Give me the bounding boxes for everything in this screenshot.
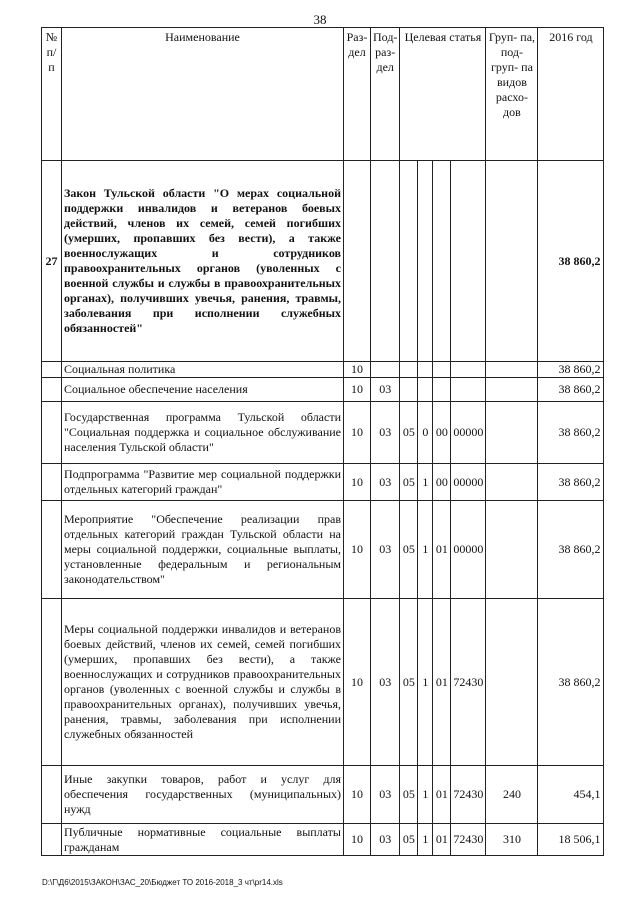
row-name: Меры социальной поддержки инвалидов и ветеранов боевых действий, членов их семей, семей погибших (умерших, пропавших без вести), а также военнослужащих и сотрудников правоохранительных органов (уволенных с военной службы и службы в правоохранительных органах), получивших увечья, ранения, травмы, заболевания при исполнении служебных обязанностей: [62, 599, 344, 766]
row-name: Подпрограмма "Развитие мер социальной поддержки отдельных категорий граждан": [62, 464, 344, 501]
row-target-measure: 00: [433, 402, 451, 464]
row-target-subprogram: 1: [418, 599, 433, 766]
row-expense-group: [486, 402, 538, 464]
row-target-measure: [433, 161, 451, 362]
row-target-direction: 72430: [451, 766, 486, 824]
header-row: [42, 28, 604, 161]
row-target-measure: 01: [433, 766, 451, 824]
row-subsection: [371, 362, 400, 378]
row-amount: 38 860,2: [538, 161, 604, 362]
row-name: Социальное обеспечение населения: [62, 378, 344, 402]
row-target-measure: 01: [433, 501, 451, 599]
table-row: [42, 599, 604, 766]
header-year: 2016 год: [538, 28, 604, 161]
row-target-subprogram: [418, 161, 433, 362]
table-row: [42, 824, 604, 856]
row-target-measure: [433, 362, 451, 378]
row-section: 10: [344, 766, 371, 824]
header-num: № п/ п: [42, 28, 62, 161]
row-target-direction: 00000: [451, 402, 486, 464]
row-expense-group: [486, 501, 538, 599]
row-target-program: 05: [400, 402, 418, 464]
row-amount: 38 860,2: [538, 501, 604, 599]
row-target-direction: 00000: [451, 501, 486, 599]
row-expense-group: [486, 161, 538, 362]
row-target-direction: 72430: [451, 824, 486, 856]
row-number: [42, 402, 62, 464]
header-target-article: Целевая статья: [400, 28, 486, 161]
row-expense-group: [486, 599, 538, 766]
row-target-direction: [451, 378, 486, 402]
row-section: 10: [344, 402, 371, 464]
row-target-program: 05: [400, 824, 418, 856]
row-section: 10: [344, 824, 371, 856]
row-target-program: [400, 161, 418, 362]
row-name: Социальная политика: [62, 362, 344, 378]
row-amount: 454,1: [538, 766, 604, 824]
row-target-measure: 01: [433, 599, 451, 766]
row-section: [344, 161, 371, 362]
row-name: Иные закупки товаров, работ и услуг для обеспечения государственных (муниципальных) нужд: [62, 766, 344, 824]
table-row: [42, 464, 604, 501]
row-number: [42, 378, 62, 402]
row-subsection: 03: [371, 766, 400, 824]
row-number: [42, 362, 62, 378]
row-expense-group: [486, 362, 538, 378]
row-section: 10: [344, 362, 371, 378]
row-subsection: 03: [371, 378, 400, 402]
row-expense-group: 310: [486, 824, 538, 856]
header-section: Раз- дел: [344, 28, 371, 161]
row-number: [42, 599, 62, 766]
row-target-subprogram: 1: [418, 501, 433, 599]
row-expense-group: [486, 464, 538, 501]
row-subsection: 03: [371, 402, 400, 464]
row-number: [42, 766, 62, 824]
row-target-measure: 01: [433, 824, 451, 856]
row-target-subprogram: 0: [418, 402, 433, 464]
row-target-subprogram: 1: [418, 766, 433, 824]
row-expense-group: [486, 378, 538, 402]
row-amount: 38 860,2: [538, 362, 604, 378]
table-row: [42, 501, 604, 599]
row-target-direction: [451, 161, 486, 362]
row-target-measure: [433, 378, 451, 402]
row-amount: 38 860,2: [538, 402, 604, 464]
row-target-program: 05: [400, 501, 418, 599]
row-target-measure: 00: [433, 464, 451, 501]
row-target-direction: 72430: [451, 599, 486, 766]
row-subsection: 03: [371, 501, 400, 599]
row-section: 10: [344, 599, 371, 766]
page-number: 38: [313, 12, 327, 27]
row-number: [42, 501, 62, 599]
row-target-program: [400, 378, 418, 402]
table-row: [42, 378, 604, 402]
row-expense-group: 240: [486, 766, 538, 824]
row-target-subprogram: [418, 362, 433, 378]
table-row: [42, 402, 604, 464]
footer-file-path: D:\Г\Д6\2015\ЗАКОН\ЗАС_20\Бюджет ТО 2016-2018_3 чт\pr14.xls: [42, 878, 283, 887]
row-target-direction: 00000: [451, 464, 486, 501]
row-target-direction: [451, 362, 486, 378]
budget-table: [41, 27, 604, 856]
row-subsection: 03: [371, 464, 400, 501]
row-name: Публичные нормативные социальные выплаты гражданам: [62, 824, 344, 856]
row-number: 27: [42, 161, 62, 362]
row-target-subprogram: 1: [418, 824, 433, 856]
row-target-program: 05: [400, 464, 418, 501]
header-subsection: Под- раз- дел: [371, 28, 400, 161]
row-amount: 18 506,1: [538, 824, 604, 856]
row-section: 10: [344, 464, 371, 501]
row-number: [42, 824, 62, 856]
row-number: [42, 464, 62, 501]
row-name: Государственная программа Тульской области "Социальная поддержка и социальное обслуживание населения Тульской области": [62, 402, 344, 464]
row-name: Закон Тульской области "О мерах социальной поддержки инвалидов и ветеранов боевых действий, членов их семей, семей погибших (умерших, пропавших без вести), а также военнослужащих и сотрудников правоохранительных органов (уволенных с военной службы и службы в правоохранительных органах), получивших увечья, ранения, травмы, заболевания при исполнении служебных обязанностей": [62, 161, 344, 362]
table-row: [42, 362, 604, 378]
row-section: 10: [344, 378, 371, 402]
header-name: Наименование: [62, 28, 344, 161]
table-row: [42, 766, 604, 824]
row-subsection: [371, 161, 400, 362]
row-amount: 38 860,2: [538, 464, 604, 501]
row-target-subprogram: 1: [418, 464, 433, 501]
row-subsection: 03: [371, 599, 400, 766]
row-target-program: 05: [400, 599, 418, 766]
header-expense-group: Груп- па, под- груп- па видов расхо- дов: [486, 28, 538, 161]
row-target-program: 05: [400, 766, 418, 824]
row-amount: 38 860,2: [538, 378, 604, 402]
row-target-program: [400, 362, 418, 378]
table-row: [42, 161, 604, 362]
row-target-subprogram: [418, 378, 433, 402]
row-section: 10: [344, 501, 371, 599]
row-amount: 38 860,2: [538, 599, 604, 766]
row-name: Мероприятие "Обеспечение реализации прав отдельных категорий граждан Тульской области на меры социальной поддержки, социальные выплаты, установленные федеральным и региональным законодательством": [62, 501, 344, 599]
row-subsection: 03: [371, 824, 400, 856]
